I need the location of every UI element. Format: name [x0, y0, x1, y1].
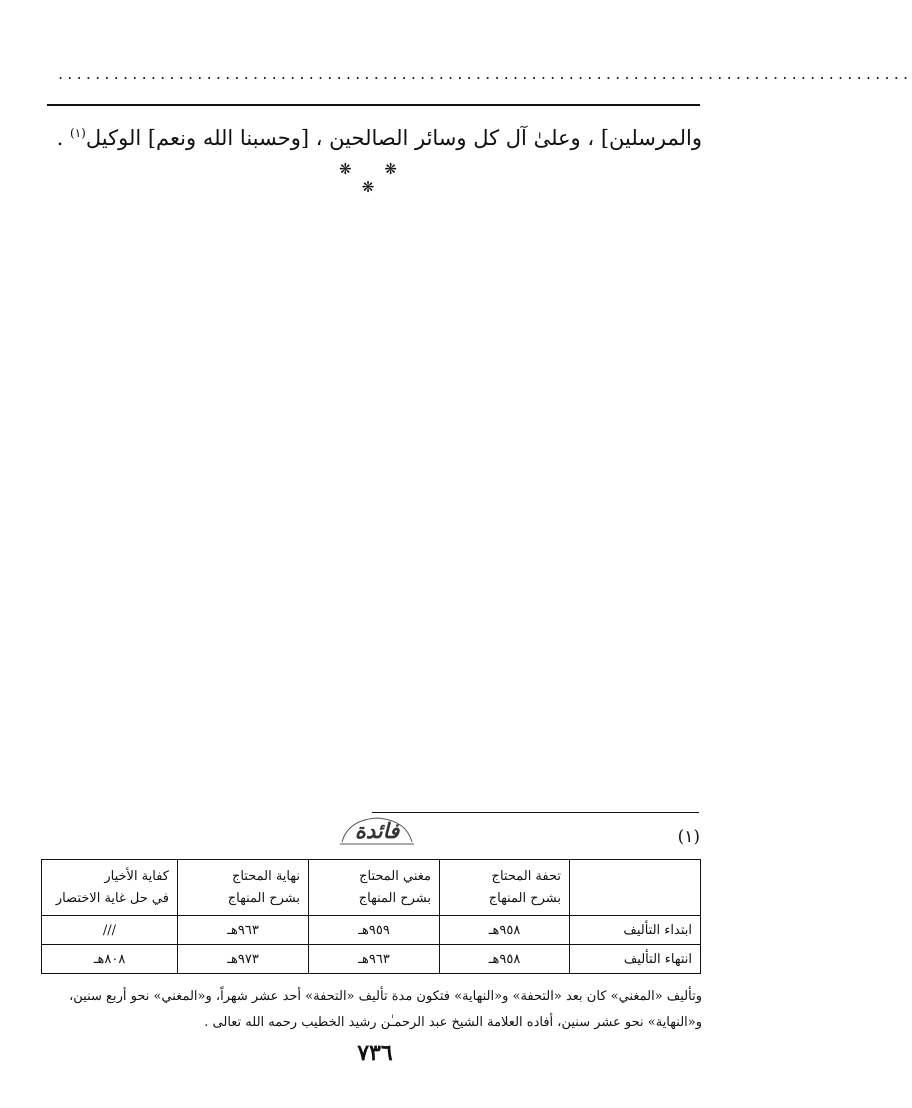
table-header-cell: نهاية المحتاج بشرح المنهاج [178, 860, 309, 916]
dotted-divider: ............................................................................................ [58, 64, 912, 83]
table-cell: ٩٥٨هـ [440, 916, 570, 945]
banner-title: فائدة [354, 818, 400, 843]
footnote-note: وتأليف «المغني» كان بعد «التحفة» و«النهاية» فتكون مدة تأليف «التحفة» أحد عشر شهراً، و«المغني» نحو أربع سنين، و«النهاية» نحو عشر سنين، أفاده العلامة الشيخ عبد الرحمـٰن رشيد الخطيب رحمه الله تعالى . [69, 989, 702, 1030]
table-header-cell: مغني المحتاج بشرح المنهاج [309, 860, 440, 916]
footnote-number: (١) [677, 827, 700, 847]
table-row-label: انتهاء التأليف [570, 945, 701, 974]
page-number: ٧٣٦ [357, 1040, 393, 1066]
table-cell: ٩٧٣هـ [178, 945, 309, 974]
table-header-row [42, 860, 701, 916]
footnote-rule [372, 812, 699, 813]
table-row-label: ابتداء التأليف [570, 916, 701, 945]
table-header-cell: تحفة المحتاج بشرح المنهاج [440, 860, 570, 916]
table-cell: ٩٥٩هـ [309, 916, 440, 945]
table-header-cell: كفاية الأخيار في حل غاية الاختصار [42, 860, 178, 916]
body-text-line [42, 116, 702, 155]
table-cell: ٨٠٨هـ [42, 945, 178, 974]
table-cell: ٩٦٣هـ [309, 945, 440, 974]
table-cell: /// [42, 916, 178, 945]
comparison-table [41, 859, 701, 974]
table-cell: ٩٥٨هـ [440, 945, 570, 974]
header-rule [47, 104, 700, 106]
table-row [42, 945, 701, 974]
table-cell: ٩٦٣هـ [178, 916, 309, 945]
table-header-cell [570, 860, 701, 916]
body-text: والمرسلين] ، وعلىٰ آل كل وسائر الصالحين ، [وحسبنا الله ونعم] الوكيل [85, 126, 702, 150]
section-separator: ❋ ❋ ❋ [339, 160, 411, 196]
body-text-end: . [56, 126, 71, 150]
table-row [42, 916, 701, 945]
footnote-reference[interactable]: (١) [70, 126, 86, 140]
